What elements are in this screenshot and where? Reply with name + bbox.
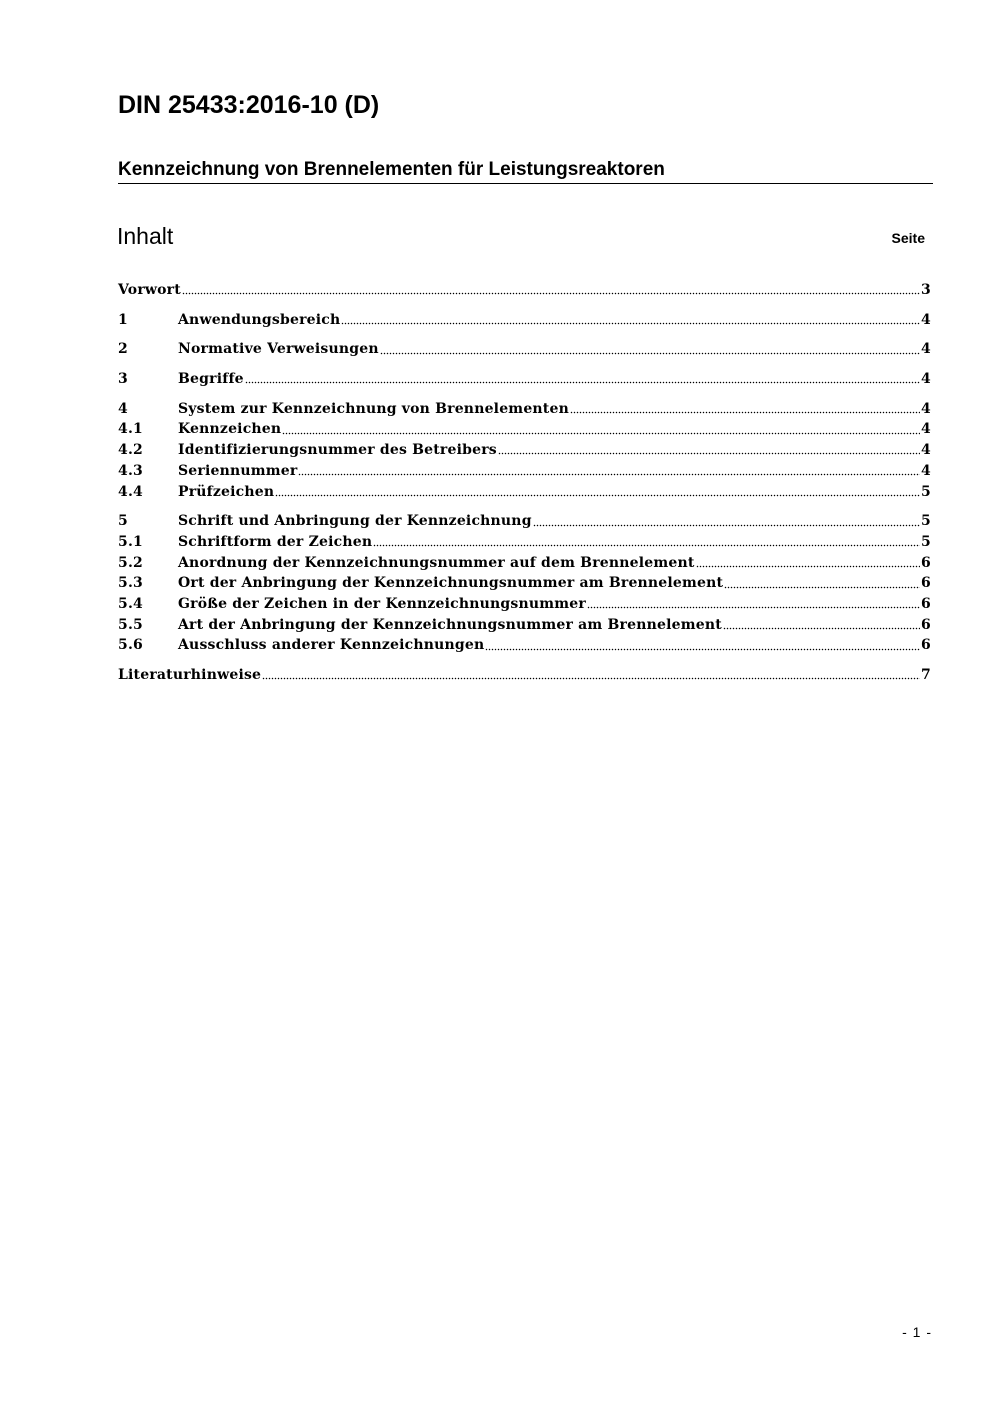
toc-entry-label[interactable]: Anwendungsbereich <box>178 311 341 328</box>
toc-entry-number: 1 <box>118 311 128 328</box>
toc-page-column-heading: Seite <box>891 230 925 246</box>
toc-group <box>118 665 931 686</box>
toc-dot-leader <box>182 292 920 296</box>
toc-entry-number: 4.1 <box>118 421 143 438</box>
toc-entry-page[interactable]: 4 <box>921 442 931 459</box>
toc-entry-page[interactable]: 6 <box>921 616 931 633</box>
toc-entry-label[interactable]: Schriftform der Zeichen <box>178 533 373 550</box>
toc-entry-label[interactable]: Art der Anbringung der Kennzeichnungsnummer am Brennelement <box>178 616 722 633</box>
toc-entry-label[interactable]: Identifizierungsnummer des Betreibers <box>178 442 497 459</box>
toc-entry[interactable] <box>118 419 931 440</box>
toc-entry[interactable] <box>118 461 931 482</box>
toc-dot-leader <box>282 432 920 436</box>
toc-entry-number: 5 <box>118 513 128 530</box>
toc-entry-label[interactable]: Größe der Zeichen in der Kennzeichnungsnummer <box>178 595 586 612</box>
toc-entry[interactable] <box>118 369 931 390</box>
toc-dot-leader <box>696 565 921 569</box>
toc-entry-number: 4.3 <box>118 462 143 479</box>
document-title: DIN 25433:2016-10 (D) <box>118 91 380 119</box>
toc-dot-leader <box>498 452 920 456</box>
toc-group <box>118 339 931 360</box>
toc-entry[interactable] <box>118 553 931 574</box>
toc-entry-number: 4.2 <box>118 442 143 459</box>
document-subtitle: Kennzeichnung von Brennelementen für Leistungsreaktoren <box>118 159 933 184</box>
toc-entry-number: 5.2 <box>118 554 143 571</box>
toc-entry-page[interactable]: 6 <box>921 595 931 612</box>
toc-entry-label[interactable]: Literaturhinweise <box>118 667 262 683</box>
toc-entry-number: 5.1 <box>118 533 143 550</box>
toc-dot-leader <box>723 627 920 631</box>
toc-entry-page[interactable]: 4 <box>921 371 931 388</box>
toc-group <box>118 369 931 390</box>
toc-entry-label[interactable]: Begriffe <box>178 371 244 388</box>
toc-entry[interactable] <box>118 665 931 686</box>
toc-heading: Inhalt <box>117 223 174 249</box>
toc-entry-label[interactable]: Ort der Anbringung der Kennzeichnungsnummer am Brennelement <box>178 575 724 592</box>
toc-dot-leader <box>587 606 920 610</box>
toc-dot-leader <box>380 352 920 356</box>
toc-entry-page[interactable]: 3 <box>921 282 931 298</box>
toc-entry-page[interactable]: 6 <box>921 554 931 571</box>
toc-entry[interactable] <box>118 482 931 503</box>
toc-entry[interactable] <box>118 635 931 656</box>
table-of-contents <box>118 280 931 695</box>
toc-group <box>118 511 931 656</box>
toc-entry-page[interactable]: 5 <box>921 483 931 500</box>
toc-entry-label[interactable]: Schrift und Anbringung der Kennzeichnung <box>178 513 532 530</box>
toc-entry-page[interactable]: 4 <box>921 462 931 479</box>
toc-entry-page[interactable]: 4 <box>921 400 931 417</box>
page-number: - 1 - <box>902 1324 932 1340</box>
toc-entry-number: 5.6 <box>118 637 143 654</box>
toc-entry-page[interactable]: 6 <box>921 575 931 592</box>
toc-dot-leader <box>724 586 920 590</box>
toc-entry[interactable] <box>118 511 931 532</box>
toc-group <box>118 280 931 301</box>
toc-entry[interactable] <box>118 339 931 360</box>
toc-entry-page[interactable]: 7 <box>921 667 931 683</box>
toc-entry[interactable] <box>118 594 931 615</box>
toc-entry-label[interactable]: Kennzeichen <box>178 421 282 438</box>
toc-entry-number: 4.4 <box>118 483 143 500</box>
toc-dot-leader <box>373 544 920 548</box>
toc-dot-leader <box>275 494 920 498</box>
toc-entry-page[interactable]: 6 <box>921 637 931 654</box>
toc-entry[interactable] <box>118 280 931 301</box>
toc-entry[interactable] <box>118 310 931 331</box>
toc-dot-leader <box>533 524 920 528</box>
toc-entry-page[interactable]: 5 <box>921 533 931 550</box>
toc-entry-page[interactable]: 4 <box>921 421 931 438</box>
toc-entry-page[interactable]: 4 <box>921 341 931 358</box>
toc-dot-leader <box>245 381 920 385</box>
toc-entry[interactable] <box>118 615 931 636</box>
toc-entry-number: 4 <box>118 400 128 417</box>
toc-dot-leader <box>485 648 920 652</box>
toc-entry-page[interactable]: 5 <box>921 513 931 530</box>
toc-dot-leader <box>570 411 920 415</box>
toc-entry-number: 2 <box>118 341 128 358</box>
toc-entry-label[interactable]: Seriennummer <box>178 462 298 479</box>
toc-entry-label[interactable]: Ausschluss anderer Kennzeichnungen <box>178 637 485 654</box>
toc-entry-label[interactable]: Vorwort <box>118 282 181 298</box>
toc-entry-label[interactable]: System zur Kennzeichnung von Brennelementen <box>178 400 569 417</box>
toc-dot-leader <box>341 322 920 326</box>
toc-entry-label[interactable]: Prüfzeichen <box>178 483 275 500</box>
toc-entry[interactable] <box>118 573 931 594</box>
toc-entry-number: 5.3 <box>118 575 143 592</box>
toc-group <box>118 399 931 502</box>
toc-entry-label[interactable]: Normative Verweisungen <box>178 341 379 358</box>
toc-entry-number: 5.4 <box>118 595 143 612</box>
toc-entry-page[interactable]: 4 <box>921 311 931 328</box>
toc-entry-number: 3 <box>118 371 128 388</box>
toc-entry[interactable] <box>118 399 931 420</box>
toc-entry-number: 5.5 <box>118 616 143 633</box>
toc-dot-leader <box>298 473 920 477</box>
toc-entry[interactable] <box>118 440 931 461</box>
toc-group <box>118 310 931 331</box>
toc-dot-leader <box>262 677 920 681</box>
toc-entry[interactable] <box>118 532 931 553</box>
toc-entry-label[interactable]: Anordnung der Kennzeichnungsnummer auf dem Brennelement <box>178 554 695 571</box>
